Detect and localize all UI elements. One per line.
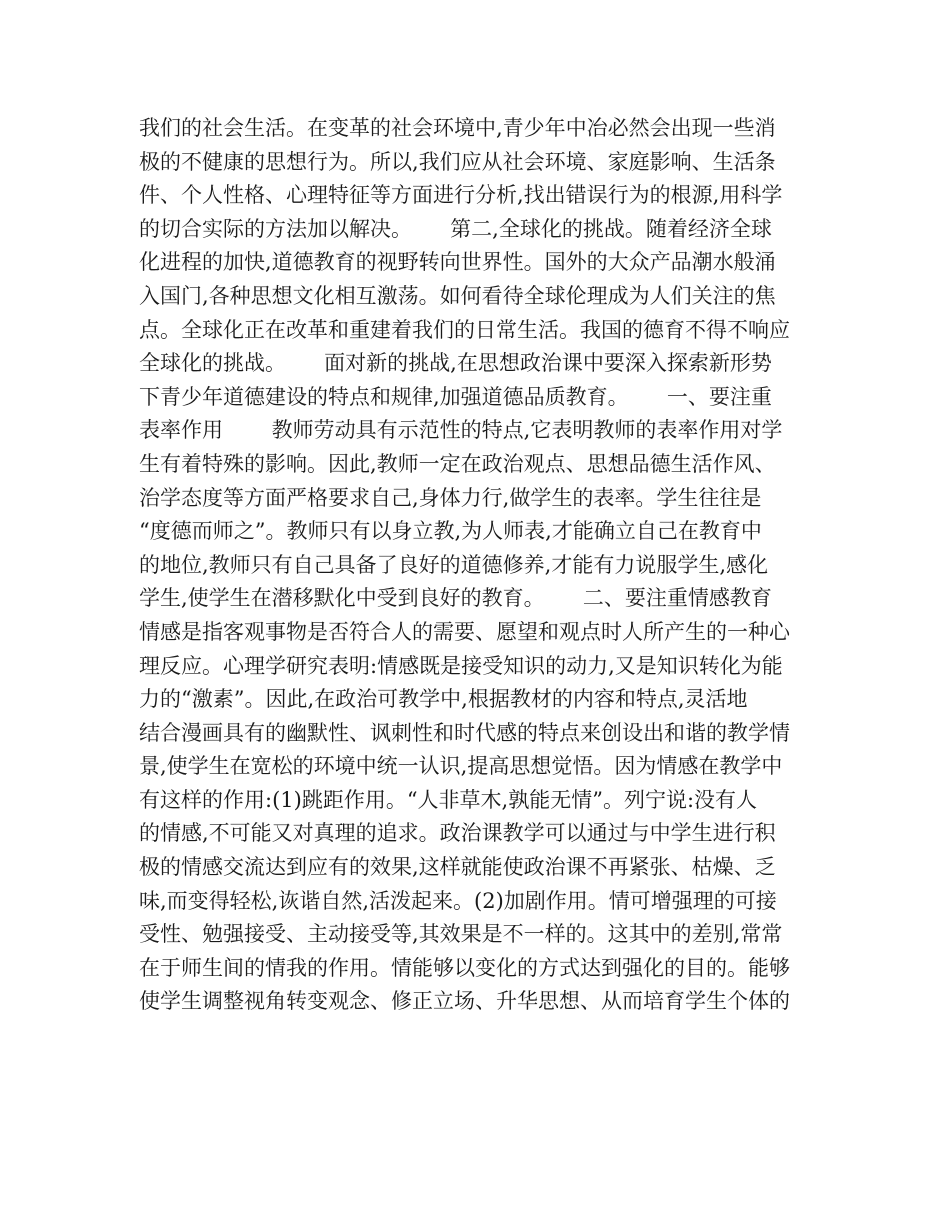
text-line: 极的不健康的思想行为。所以,我们应从社会环境、家庭影响、生活条	[139, 149, 776, 174]
text-line: 味,而变得轻松,诙谐自然,活泼起来。(2)加剧作用。情可增强理的可接	[139, 888, 777, 913]
text-line: 的情感,不可能又对真理的追求。政治课教学可以通过与中学生进行积	[139, 821, 776, 846]
text-line: 极的情感交流达到应有的效果,这样就能使政治课不再紧张、枯燥、乏	[139, 855, 776, 880]
text-line: 情感是指客观事物是否符合人的需要、愿望和观点时人所产生的一种心	[139, 619, 790, 644]
text-line: 景,使学生在宽松的环境中统一认识,提高思想觉悟。因为情感在教学中	[139, 754, 783, 779]
text-line: 下青少年道德建设的特点和规律,加强道德品质教育。 一、要注重	[139, 384, 772, 409]
text-line: 学生,使学生在潜移默化中受到良好的教育。 二、要注重情感教育	[139, 586, 772, 611]
text-line: 受性、勉强接受、主动接受等,其效果是不一样的。这其中的差别,常常	[139, 922, 783, 947]
text-line: 理反应。心理学研究表明:情感既是接受知识的动力,又是知识转化为能	[139, 653, 783, 678]
text-line: 全球化的挑战。 面对新的挑战,在思想政治课中要深入探索新形势	[139, 351, 772, 376]
text-line: 我们的社会生活。在变革的社会环境中,青少年中冶必然会出现一些消	[139, 116, 776, 140]
text-line: 力的“激素”。因此,在政治可教学中,根据教材的内容和特点,灵活地	[139, 687, 748, 712]
body-text	[139, 112, 819, 1019]
text-line: 使学生调整视角转变观念、修正立场、升华思想、从而培育学生个体的	[139, 989, 790, 1014]
text-line: 化进程的加快,道德教育的视野转向世界性。国外的大众产品潮水般涌	[139, 250, 776, 275]
text-line: 治学态度等方面严格要求自己,身体力行,做学生的表率。学生往往是	[139, 485, 762, 510]
text-line: 生有着特殊的影响。因此,教师一定在政治观点、思想品德生活作风、	[139, 451, 776, 476]
text-line: 有这样的作用:(1)跳距作用。“人非草木,孰能无情”。列宁说:没有人	[139, 787, 758, 812]
text-line: 件、个人性格、心理特征等方面进行分析,找出错误行为的根源,用科学	[139, 183, 783, 208]
text-line: 的切合实际的方法加以解决。 第二,全球化的挑战。随着经济全球	[139, 216, 772, 241]
text-line: “度德而师之”。教师只有以身立教,为人师表,才能确立自己在教育中	[139, 519, 762, 544]
text-line: 表率作用 教师劳动具有示范性的特点,它表明教师的表率作用对学	[139, 418, 783, 443]
text-line: 入国门,各种思想文化相互激荡。如何看待全球伦理成为人们关注的焦	[139, 283, 776, 308]
text-line: 点。全球化正在改革和重建着我们的日常生活。我国的德育不得不响应	[139, 317, 790, 342]
text-line: 的地位,教师只有自己具备了良好的道德修养,才能有力说服学生,感化	[139, 552, 769, 577]
text-line: 结合漫画具有的幽默性、讽刺性和时代感的特点来创设出和谐的教学情	[139, 720, 790, 745]
text-line: 在于师生间的情我的作用。情能够以变化的方式达到强化的目的。能够	[139, 955, 790, 980]
